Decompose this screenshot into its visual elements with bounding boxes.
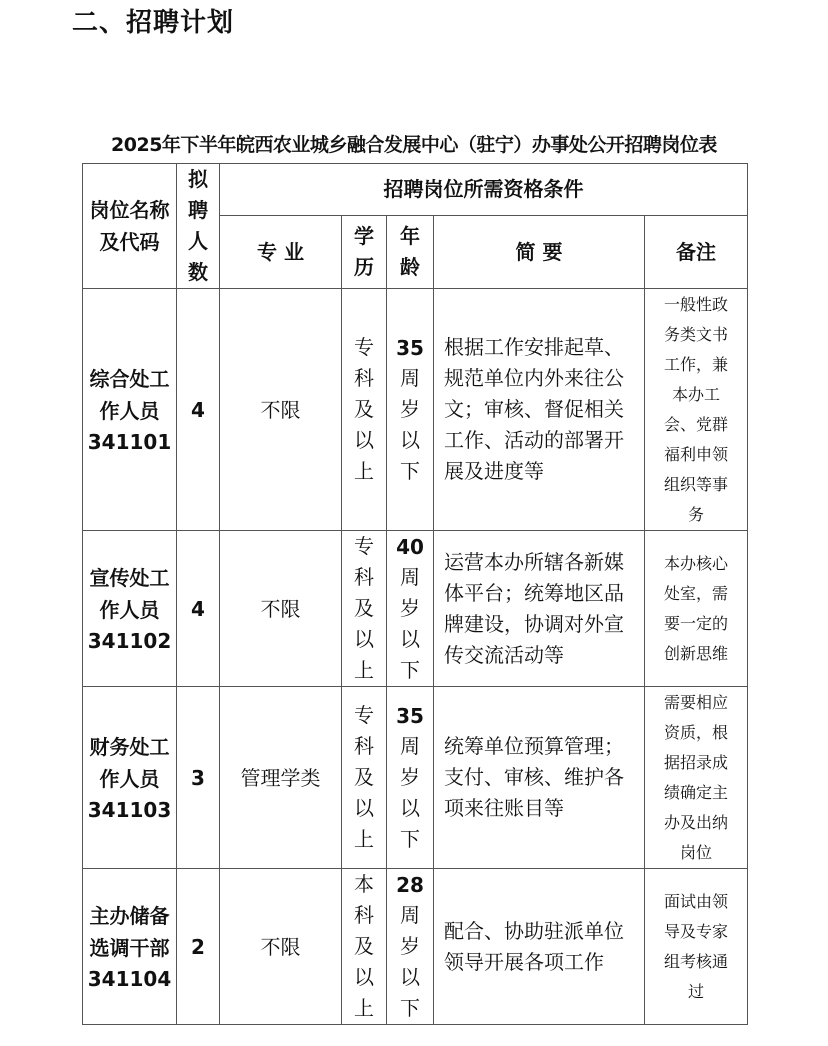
count-cell: 4 xyxy=(177,531,220,687)
table-row xyxy=(83,531,748,687)
header-age: 年龄 xyxy=(387,216,434,289)
note-cell: 面试由领导及专家组考核通过 xyxy=(645,869,748,1025)
count-cell: 3 xyxy=(177,687,220,869)
note-cell: 一般性政务类文书工作，兼本办工会、党群福利申领组织等事务 xyxy=(645,289,748,531)
note-cell: 本办核心处室，需要一定的创新思维 xyxy=(645,531,748,687)
age-cell: 35 周岁以下 xyxy=(387,289,434,531)
table-row xyxy=(83,869,748,1025)
age-cell: 28 周岁以下 xyxy=(387,869,434,1025)
section-title: 二、招聘计划 xyxy=(72,8,235,38)
summary-cell: 配合、协助驻派单位领导开展各项工作 xyxy=(434,869,645,1025)
position-cell: 综合处工作人员 341101 xyxy=(83,289,177,531)
header-summary: 简 要 xyxy=(434,216,645,289)
age-cell: 35 周岁以下 xyxy=(387,687,434,869)
education-cell: 专科及以上 xyxy=(342,687,387,869)
recruitment-table xyxy=(82,163,748,1025)
major-cell: 不限 xyxy=(220,531,342,687)
header-note: 备注 xyxy=(645,216,748,289)
table-row xyxy=(83,687,748,869)
position-cell: 主办储备选调干部 341104 xyxy=(83,869,177,1025)
summary-cell: 运营本办所辖各新媒体平台；统筹地区品牌建设，协调对外宣传交流活动等 xyxy=(434,531,645,687)
position-cell: 宣传处工作人员 341102 xyxy=(83,531,177,687)
education-cell: 专科及以上 xyxy=(342,289,387,531)
note-cell: 需要相应资质，根据招录成绩确定主办及出纳岗位 xyxy=(645,687,748,869)
header-education: 学历 xyxy=(342,216,387,289)
header-major: 专 业 xyxy=(220,216,342,289)
count-cell: 4 xyxy=(177,289,220,531)
header-requirements: 招聘岗位所需资格条件 xyxy=(220,164,748,216)
table-title: 2025年下半年皖西农业城乡融合发展中心（驻宁）办事处公开招聘岗位表 xyxy=(111,134,717,156)
header-count: 拟聘人数 xyxy=(177,164,220,289)
count-cell: 2 xyxy=(177,869,220,1025)
major-cell: 管理学类 xyxy=(220,687,342,869)
header-position: 岗位名称及代码 xyxy=(83,164,177,289)
position-cell: 财务处工作人员 341103 xyxy=(83,687,177,869)
major-cell: 不限 xyxy=(220,869,342,1025)
summary-cell: 根据工作安排起草、规范单位内外来往公文；审核、督促相关工作、活动的部署开展及进度等 xyxy=(434,289,645,531)
education-cell: 本科及以上 xyxy=(342,869,387,1025)
age-cell: 40 周岁以下 xyxy=(387,531,434,687)
education-cell: 专科及以上 xyxy=(342,531,387,687)
summary-cell: 统筹单位预算管理；支付、审核、维护各项来往账目等 xyxy=(434,687,645,869)
table-row xyxy=(83,289,748,531)
major-cell: 不限 xyxy=(220,289,342,531)
